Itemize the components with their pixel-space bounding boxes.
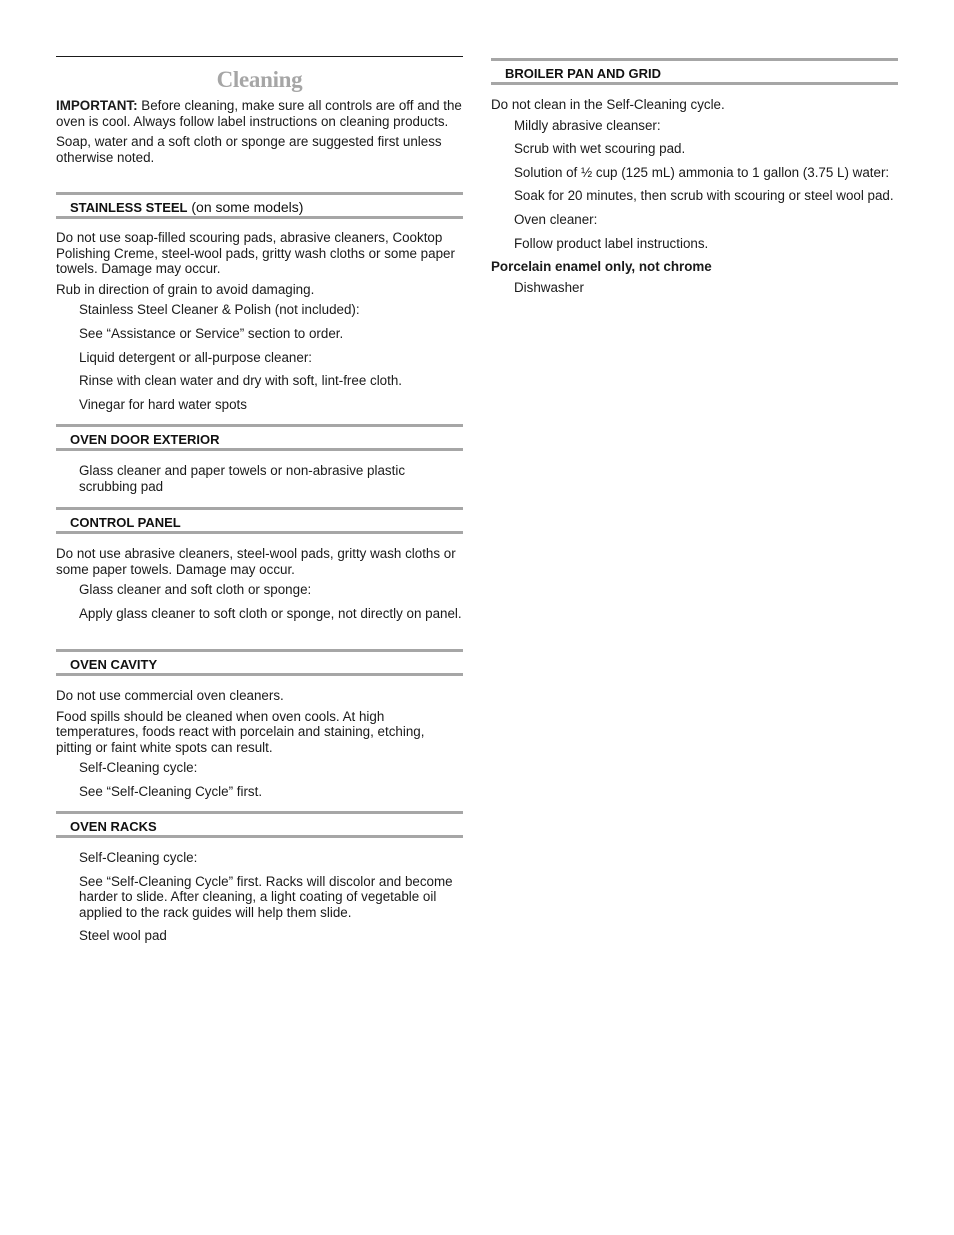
paragraph: Food spills should be cleaned when oven cools. At high temperatures, foods react with porcelain and staining, etching, pitting or faint white spots can result. [56,708,425,755]
section-header-oven-racks [56,811,463,838]
list-item: Self-Cleaning cycle: [79,760,198,776]
broiler-body [491,97,898,303]
door-body [56,463,463,502]
section-header-stainless-steel [56,192,463,219]
list-item: Scrub with wet scouring pad. [514,141,686,157]
list-item: Apply glass cleaner to soft cloth or sponge, not directly on panel. [79,605,462,621]
porcelain-label: Porcelain enamel only, not chrome [491,259,712,275]
list-item: Oven cleaner: [514,211,598,227]
section-title: CONTROL PANEL [70,515,181,530]
list-item: Rinse with clean water and dry with soft, lint-free cloth. [79,373,403,389]
list-item: Soak for 20 minutes, then scrub with scouring or steel wool pad. [514,188,894,204]
list-item: See “Self-Cleaning Cycle” first. [79,783,263,799]
page-title: Cleaning [216,67,303,92]
section-title: OVEN DOOR EXTERIOR [70,432,220,447]
list-item: Vinegar for hard water spots [79,396,247,412]
section-header-oven-cavity [56,649,463,676]
section-header-broiler-pan [491,58,898,85]
list-item: See “Assistance or Service” section to order. [79,325,344,341]
section-header-control-panel [56,507,463,534]
paragraph: Do not use abrasive cleaners, steel-wool pads, gritty wash cloths or some paper towels. Damage may occur. [56,546,456,577]
list-item: Liquid detergent or all-purpose cleaner: [79,349,312,365]
section-title: BROILER PAN AND GRID [505,66,661,81]
section-header-oven-door-exterior [56,424,463,451]
top-rule [56,56,463,57]
list-item: Self-Cleaning cycle: [79,850,198,865]
section-title: OVEN RACKS [70,819,157,834]
list-item: Dishwasher [514,279,584,295]
section-title: OVEN CAVITY [70,657,158,672]
paragraph: Do not use commercial oven cleaners. [56,688,284,703]
list-item: See “Self-Cleaning Cycle” first. Racks will discolor and become harder to slide. After cleaning, a light coating of vegetable oil applied to the rack guides will help them slide. [79,873,453,920]
list-item: Glass cleaner and paper towels or non-abrasive plastic scrubbing pad [79,463,406,494]
cavity-body [56,688,463,808]
paragraph: Do not use soap-filled scouring pads, abrasive cleaners, Cooktop Polishing Creme, steel-wool pads, gritty wash cloths or some paper towels. Damage may occur. [56,230,455,277]
section-title-note: (on some models) [187,199,304,215]
list-item: Mildly abrasive cleanser: [514,117,661,133]
section-title [70,200,303,215]
important-paragraph [56,98,463,129]
control-body [56,546,463,629]
list-item: Follow product label instructions. [514,235,709,251]
paragraph: Rub in direction of grain to avoid damaging. [56,281,315,297]
section-title-text: STAINLESS STEEL [70,200,188,215]
list-item: Solution of ½ cup (125 mL) ammonia to 1 gallon (3.75 L) water: [514,164,890,180]
list-item: Glass cleaner and soft cloth or sponge: [79,582,312,598]
list-item: Steel wool pad [79,928,167,944]
intro [56,98,463,170]
intro-note: Soap, water and a soft cloth or sponge are suggested first unless otherwise noted. [56,134,442,165]
important-text: Before cleaning, make sure all controls are off and the oven is cool. Always follow label instructions on cleaning products. [56,98,462,129]
list-item: Stainless Steel Cleaner & Polish (not included): [79,302,360,318]
stainless-body [56,230,463,420]
racks-body [56,850,463,952]
paragraph: Do not clean in the Self-Cleaning cycle. [491,97,725,112]
important-label: IMPORTANT: [56,98,138,113]
